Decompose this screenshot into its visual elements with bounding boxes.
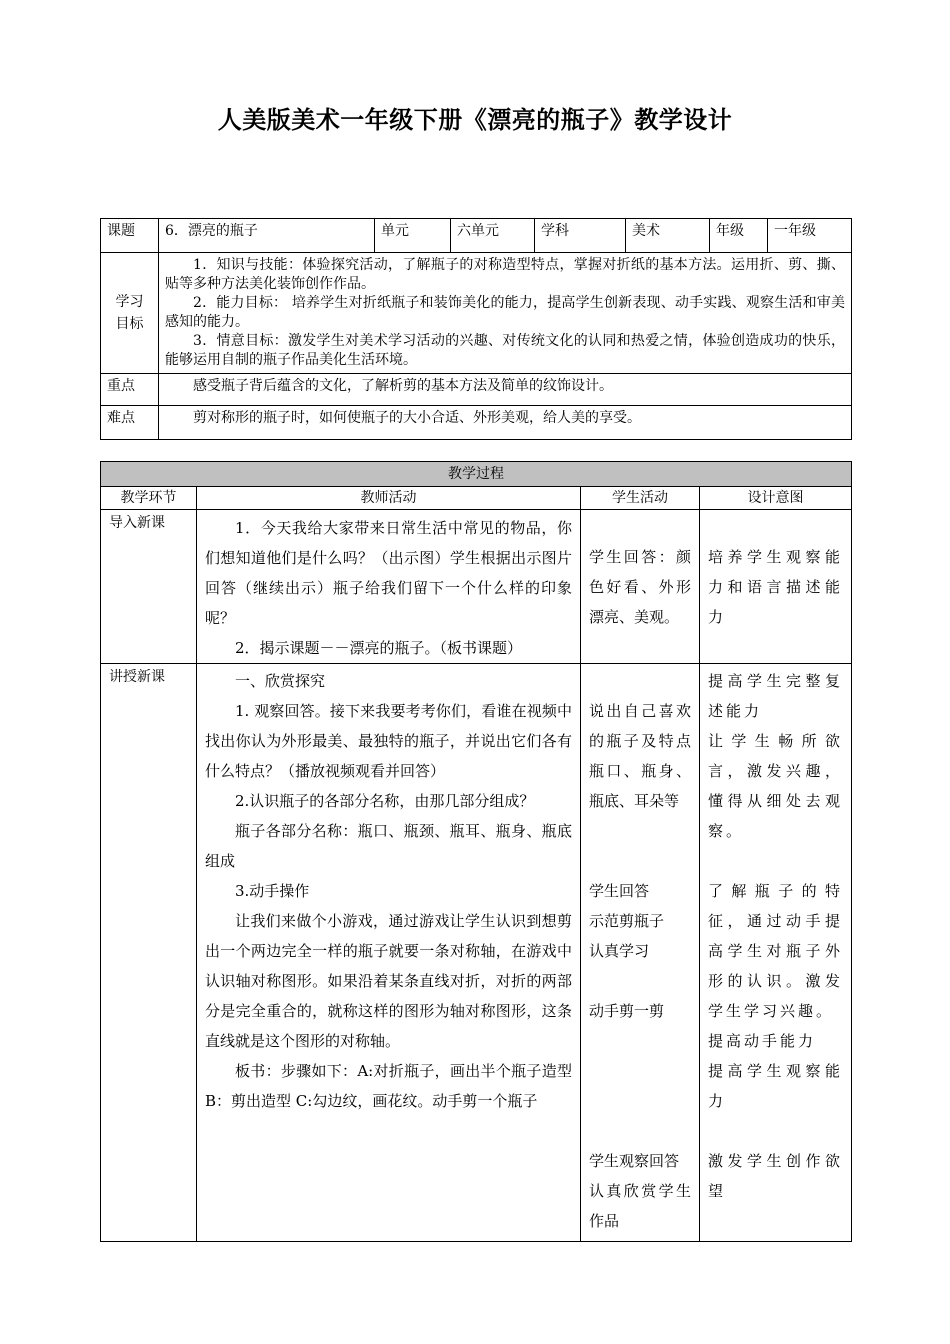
stage-new-lesson: 讲授新课 bbox=[101, 664, 197, 1242]
course-label: 课题 bbox=[101, 219, 159, 253]
lesson-info-table bbox=[100, 218, 852, 440]
goal-knowledge: 1．知识与技能：体验探究活动，了解瓶子的对称造型特点，掌握对折纸的基本方法。运用折、剪、撕、贴等多种方法美化装饰创作作品。 bbox=[165, 257, 845, 292]
process-header: 教学过程 bbox=[101, 462, 852, 487]
design-intent-new-lesson bbox=[700, 664, 852, 1242]
spacer bbox=[589, 816, 691, 846]
col-header-stage: 教学环节 bbox=[101, 487, 197, 510]
spacer bbox=[589, 1026, 691, 1056]
spacer bbox=[589, 846, 691, 876]
difficulty-value: 剪对称形的瓶子时，如何使瓶子的大小合适、外形美观，给人美的享受。 bbox=[159, 406, 852, 440]
goal-ability: 2．能力目标： 培养学生对折纸瓶子和装饰美化的能力，提高学生创新表现、动手实践、观察生活和审美感知的能力。 bbox=[165, 295, 845, 330]
teaching-process-table bbox=[100, 461, 852, 1242]
spacer bbox=[708, 1116, 843, 1146]
course-value: 6．漂亮的瓶子 bbox=[159, 219, 375, 253]
key-label: 重点 bbox=[101, 374, 159, 406]
teacher-bottle-parts-names: 瓶子各部分名称：瓶口、瓶颈、瓶耳、瓶身、瓶底组成 bbox=[205, 822, 572, 870]
spacer bbox=[589, 1116, 691, 1146]
info-row-course bbox=[101, 219, 852, 253]
teacher-activity-intro bbox=[197, 510, 581, 664]
goal-emotion: 3．情意目标：激发学生对美术学习活动的兴趣、对传统文化的认同和热爱之情，体验创造成功的快乐，能够运用自制的瓶子作品美化生活环境。 bbox=[165, 333, 845, 368]
info-row-key bbox=[101, 374, 852, 406]
page-title: 人美版美术一年级下册《漂亮的瓶子》教学设计 bbox=[217, 106, 733, 134]
teacher-activity-new-lesson bbox=[197, 664, 581, 1242]
info-row-goals bbox=[101, 253, 852, 374]
teacher-section-appreciation: 一、欣赏探究 bbox=[235, 672, 326, 690]
intent-create: 激发学生创作欲望 bbox=[708, 1152, 843, 1200]
intent-features: 了解瓶子的特征，通过动手提高学生对瓶子外形的认识。激发学生学习兴趣。 bbox=[708, 882, 843, 1020]
info-row-difficulty bbox=[101, 406, 852, 440]
teacher-symmetry-game: 让我们来做个小游戏，通过游戏让学生认识到想剪出一个两边完全一样的瓶子就要一条对称轴，在游戏中认识轴对称图形。如果沿着某条直线对折，对折的两部分是完全重合的，就称这样的图形为轴对称图形，这条直线就是这个图形的对称轴。 bbox=[205, 912, 572, 1050]
teacher-hands-on: 3.动手操作 bbox=[235, 882, 310, 900]
spacer bbox=[589, 1086, 691, 1116]
student-describe-bottles: 说出自己喜欢的瓶子及特点瓶口、瓶身、瓶底、耳朵等 bbox=[589, 702, 691, 810]
col-header-teacher: 教师活动 bbox=[197, 487, 581, 510]
teacher-observe-answer: 1. 观察回答。接下来我要考考你们，看谁在视频中找出你认为外形最美、最独特的瓶子，并说出它们各有什么特点？（播放视频观看并回答） bbox=[205, 702, 572, 780]
process-row-new-lesson bbox=[101, 664, 852, 1242]
intent-retell: 提高学生完整复述能力 bbox=[708, 672, 843, 720]
intent-observe: 提高学生观察能力 bbox=[708, 1062, 843, 1110]
col-header-student: 学生活动 bbox=[581, 487, 700, 510]
intent-hands-on: 提高动手能力 bbox=[708, 1032, 817, 1050]
student-observe-appreciate: 学生观察回答 bbox=[589, 1152, 680, 1170]
process-row-intro bbox=[101, 510, 852, 664]
grade-label: 年级 bbox=[710, 219, 768, 253]
student-answer: 学生回答 bbox=[589, 882, 650, 900]
unit-label: 单元 bbox=[375, 219, 451, 253]
student-activity-intro: 学生回答：颜色好看、外形漂亮、美观。 bbox=[581, 510, 700, 664]
spacer bbox=[708, 846, 843, 876]
student-demo-cut: 示范剪瓶子 bbox=[589, 912, 665, 930]
student-appreciate-works: 认真欣赏学生作品 bbox=[589, 1182, 691, 1230]
col-header-intent: 设计意图 bbox=[700, 487, 852, 510]
teacher-board-steps: 板书：步骤如下：A:对折瓶子，画出半个瓶子造型 B：剪出造型 C:勾边纹，画花纹。动手剪一个瓶子 bbox=[205, 1062, 572, 1110]
goals-label: 学习目标 bbox=[101, 253, 159, 374]
spacer bbox=[589, 966, 691, 996]
goals-cell bbox=[159, 253, 852, 374]
intent-speak: 让学生畅所欲言，激发兴趣，懂得从细处去观察。 bbox=[708, 732, 843, 840]
student-activity-new-lesson bbox=[581, 664, 700, 1242]
process-column-headers bbox=[101, 487, 852, 510]
grade-value: 一年级 bbox=[768, 219, 852, 253]
teacher-intro-step-1: 1．今天我给大家带来日常生活中常见的物品，你们想知道他们是什么吗？（出示图）学生根据出示图片回答（继续出示）瓶子给我们留下一个什么样的印象呢？ bbox=[205, 519, 572, 627]
design-intent-intro: 培养学生观察能力和语言描述能力 bbox=[700, 510, 852, 664]
student-study: 认真学习 bbox=[589, 942, 650, 960]
key-value: 感受瓶子背后蕴含的文化，了解析剪的基本方法及简单的纹饰设计。 bbox=[159, 374, 852, 406]
difficulty-label: 难点 bbox=[101, 406, 159, 440]
teacher-bottle-parts-question: 2.认识瓶子的各部分名称，由那几部分组成？ bbox=[235, 792, 535, 810]
stage-intro: 导入新课 bbox=[101, 510, 197, 664]
teacher-intro-step-2: 2．揭示课题－－漂亮的瓶子。（板书课题） bbox=[235, 639, 523, 657]
subject-value: 美术 bbox=[626, 219, 710, 253]
unit-value: 六单元 bbox=[451, 219, 535, 253]
student-cut: 动手剪一剪 bbox=[589, 1002, 665, 1020]
process-header-row bbox=[101, 462, 852, 487]
subject-label: 学科 bbox=[535, 219, 626, 253]
spacer bbox=[589, 1056, 691, 1086]
